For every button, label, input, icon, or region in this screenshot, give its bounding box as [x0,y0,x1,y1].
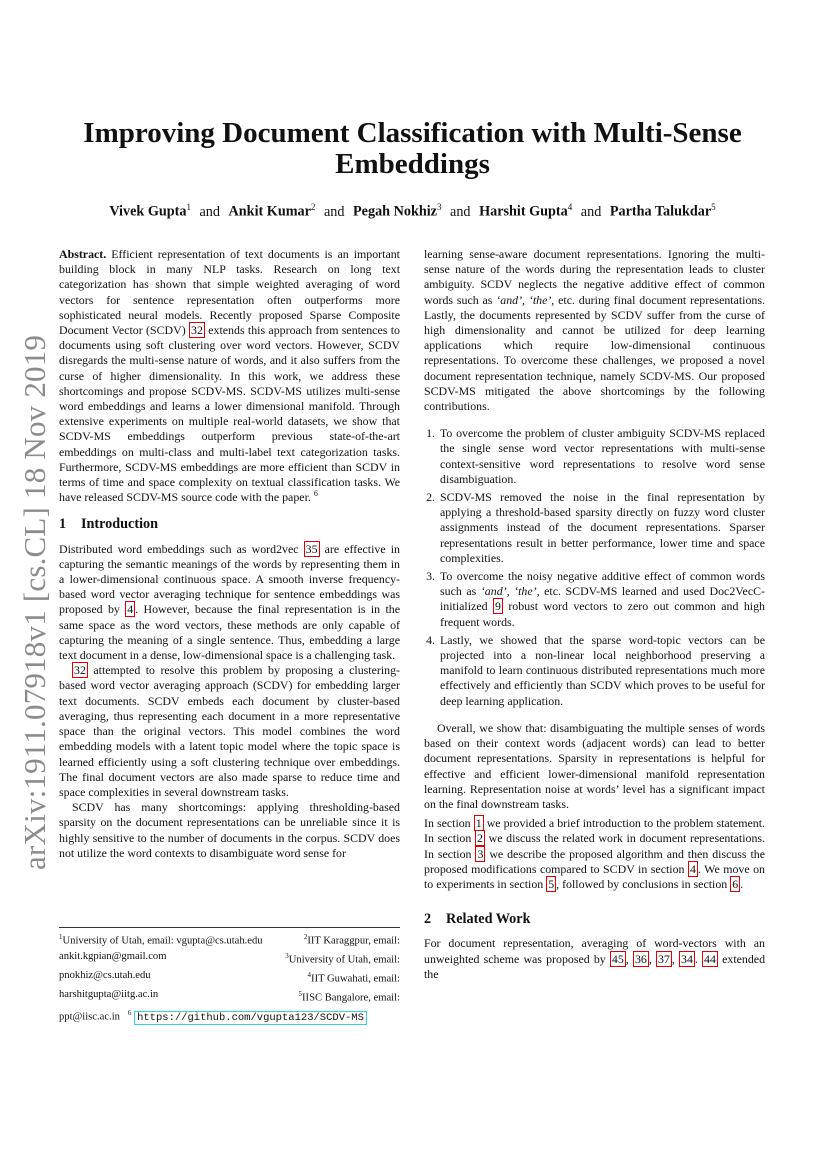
section-number: 1 [59,516,67,533]
citation-link[interactable]: 44 [704,951,716,966]
footnote-4 [308,968,400,987]
footnote-mark: 2 [303,933,308,941]
footnote-text: IIT Karaggpur, email: [307,935,400,947]
footnote-text: University of Utah, email: vgupta@cs.utah.edu [62,935,263,947]
section-title: Introduction [81,516,158,533]
paper-title: Improving Document Classification with Multi-Sense Embeddings [83,117,742,180]
body-text: . We move on to experiments in section [424,861,765,891]
footnote-email: ppt@iisc.ac.in [59,1011,120,1023]
body-paragraph [59,542,400,664]
roadmap-paragraph [424,816,765,892]
author-separator: and [323,203,345,220]
body-text: To overcome the noisy negative additive effect of common words such as [440,569,765,599]
section-title: Related Work [446,911,531,928]
author-name: Harshit Gupta [479,203,568,220]
footnote-text: IISC Bangalore, email: [302,992,400,1004]
author-separator: and [199,203,220,220]
body-text: are effective in capturing the semantic meanings of the words by representing them in a lower-dimensional continuous space. A smooth inverse frequency-based word vector averaging technique for sentence embeddings was proposed by [59,541,400,617]
list-item: 4. Lastly, we showed that the sparse word-topic vectors can be projected into a non-linear local neighborhood preserving a manifold to learn continuous distributed representations much more effectively and efficiently than SCDV which proves to be useful for deep learning application. [438,633,765,709]
citation-link[interactable]: 9 [494,599,501,614]
citation-link[interactable]: 35 [305,541,318,556]
body-text: etc. SCDV-MS learned and used Doc2VecC-initialized [440,584,765,614]
author-separator: and [580,203,602,220]
footnote-marker: 6 [313,489,318,499]
footnote-email: pnokhiz@cs.utah.edu [59,970,151,982]
italic-words: ‘and’, ‘the’, [480,584,540,599]
citation-link[interactable]: 45 [611,951,624,966]
section-ref-link[interactable]: 2 [476,831,483,846]
footnote-mark: 1 [59,933,63,941]
contribution-list [424,426,765,709]
body-text: etc. during final document representations. Lastly, the documents represented by SCDV suffer from the curse of high dimensionality and cannot be utilized for deep learning applications which require low-dimensional continuous representations. To overcome these challenges, we proposed a novel document representation technique, namely SCDV-MS. Our proposed SCDV-MS mitigated the above shortcomings by the following contributions. [424,292,765,414]
author-list [60,197,765,222]
author-affil-mark: 2 [310,202,316,212]
footnote-text: University of Utah, email: [288,954,400,966]
body-text: we discuss the related work in document representations. In section [424,831,765,861]
list-item: 1. To overcome the problem of cluster ambiguity SCDV-MS replaced the single sense word vector representations with multi-sense context-sensitive word representations to resolve word sense disambiguation. [438,426,765,487]
author-name: Pegah Nokhiz [353,203,437,220]
body-text: extended the [424,951,766,981]
left-column [59,247,400,861]
section-ref-link[interactable]: 4 [689,861,696,876]
citation-link[interactable]: 4 [127,602,134,617]
author-affil-mark: 5 [711,202,716,212]
author-name: Partha Talukdar [609,203,712,220]
footnote-row [59,987,400,1006]
source-code-link[interactable]: https://github.com/vgupta123/SCDV-MS [134,1011,367,1025]
citation-separator: , [625,951,633,966]
footnotes [59,927,400,1026]
section-ref-link[interactable]: 3 [477,846,484,861]
body-text: robust word vectors to zero out common and high frequent words. [440,599,765,629]
footnote-row [59,968,400,987]
footnote-mark: 6 [127,1009,132,1018]
body-text: For document representation, averaging of word-vectors with an unweighted scheme was proposed by [424,936,765,966]
citation-link[interactable]: 32 [191,323,203,338]
body-text: . [740,876,744,891]
abstract-text: Efficient representation of text documents is an important building block in many NLP tasks. Research on long text categorization has shown that simple weighted averaging of word vectors for sentence representation often outperforms more sophisticated neural models. Recently proposed Sparse Composite Document Vector (SCDV) [59,247,400,338]
section-ref-link[interactable]: 6 [732,876,739,891]
abstract-text: extends this approach from sentences to documents using soft clustering over word vectors. However, SCDV disregards the multi-sense nature of words, and it also suffers from the curse of higher dimensionality. In this work, we address these shortcomings and propose SCDV-MS. SCDV-MS utilizes multi-sense word embeddings and learns a lower dimensional manifold. Through extensive experiments on multiple real-world datasets, we show that SCDV-MS embeddings outperform previous state-of-the-art embeddings on multi-class and multi-label text categorization tasks. Furthermore, SCDV-MS embeddings are more efficient than SCDV in terms of time and space complexity on textual classification tasks. We have released SCDV-MS source code with the paper. [59,323,400,505]
citation-link[interactable]: 36 [634,951,647,966]
citation-link[interactable]: 32 [74,663,86,678]
footnote-mark: 4 [307,971,312,980]
footnote-row [59,930,400,949]
author-affil-mark: 4 [567,202,573,212]
footnote-row [59,949,400,968]
body-text: In section [424,816,471,831]
citation-link[interactable]: 34 [681,951,693,966]
author-name: Ankit Kumar [228,203,311,220]
footnote-2 [304,930,400,949]
author-separator: and [450,203,471,220]
footnote-email: ankit.kgpian@gmail.com [59,951,167,963]
footnote-email: harshitgupta@iitg.ac.in [59,989,159,1001]
footnote-1 [59,930,263,949]
author-affil-mark: 1 [186,202,191,212]
section-heading-introduction [59,517,400,532]
body-text: learning sense-aware document representations. Ignoring the multi-sense nature of the words during the representation leads to cluster ambiguity. SCDV neglects the negative additive effect of common words such as [424,247,765,307]
footnote-3 [285,949,400,968]
section-heading-related-work [424,912,765,927]
body-text: . However, because the final representation is in the same space as the word vectors, these methods are only capable of capturing the meaning of a single sentence. Thus, embedding a large text document in a dense, low-dimensional space is a challenging task. [59,602,400,663]
body-paragraph: Overall, we show that: disambiguating the multiple senses of words based on their context words (adjacent words) can lead to better document representations. Sparsity in representations is helpful for effective and efficient lower-dimensional manifold representation learning. Representation noise at words’ level has a significant impact on the final downstream tasks. [424,720,765,811]
author-affil-mark: 3 [436,202,442,212]
section-number: 2 [424,911,432,928]
abstract [59,247,400,505]
section-ref-link[interactable]: 5 [548,876,555,891]
citation-separator: , [671,951,679,966]
footnote-mark: 5 [298,990,303,999]
arxiv-stamp[interactable]: arXiv:1911.07918v1 [cs.CL] 18 Nov 2019 [17,334,52,870]
list-item [438,569,765,630]
italic-words: ‘and’, ‘the’, [496,292,555,307]
body-text: , followed by conclusions in section [556,876,728,891]
list-item: 2. SCDV-MS removed the noise in the final representation by applying a threshold-based sparsity directly on fuzzy word cluster assignments instead of the document representations. Sparser representations result in better performance, lower time and space complexities. [438,490,765,566]
author-name: Vivek Gupta [109,203,187,220]
footnote-5 [299,987,400,1006]
right-column [424,247,765,982]
body-paragraph [59,663,400,800]
body-paragraph [59,800,400,861]
section-ref-link[interactable]: 1 [475,816,482,831]
citation-link[interactable]: 37 [657,951,670,966]
footnote-mark: 3 [285,952,289,961]
body-text: SCDV has many shortcomings: applying thresholding-based sparsity on the document representations can be unreliable since it is highly sensitive to the number of documents in the corpus. SCDV does not utilize the word contexts to disambiguate word sense for [59,800,400,860]
body-text: Distributed word embeddings such as word2vec [59,541,299,556]
footnote-row [59,1006,400,1026]
footnote-text: IIT Guwahati, email: [311,973,400,985]
citation-separator: , [648,951,656,966]
abstract-label: Abstract. [59,247,107,261]
body-paragraph [424,247,765,414]
body-paragraph: For document representation, averaging of word-vectors with an unweighted scheme was proposed by 45 , 36 , 37 , 34 . 44 extended the [424,936,766,981]
body-text: we describe the proposed algorithm and then discuss the proposed modifications compared to SCDV in section [424,846,765,876]
body-text: we provided a brief introduction to the problem statement. In section [424,816,765,846]
body-text: attempted to resolve this problem by proposing a clustering-based word vector averaging approach (SCDV) for embedding larger text documents. SCDV embeds each document by cluster-based averaging, thus representing each document in a more representative space than the original vectors. This model combines the word embedding models with a latent topic model where the topic space is learned efficiently using a soft clustering technique over embeddings. The final document vectors are also made sparse to reduce time and space complexities in several downstream tasks. [59,663,400,799]
